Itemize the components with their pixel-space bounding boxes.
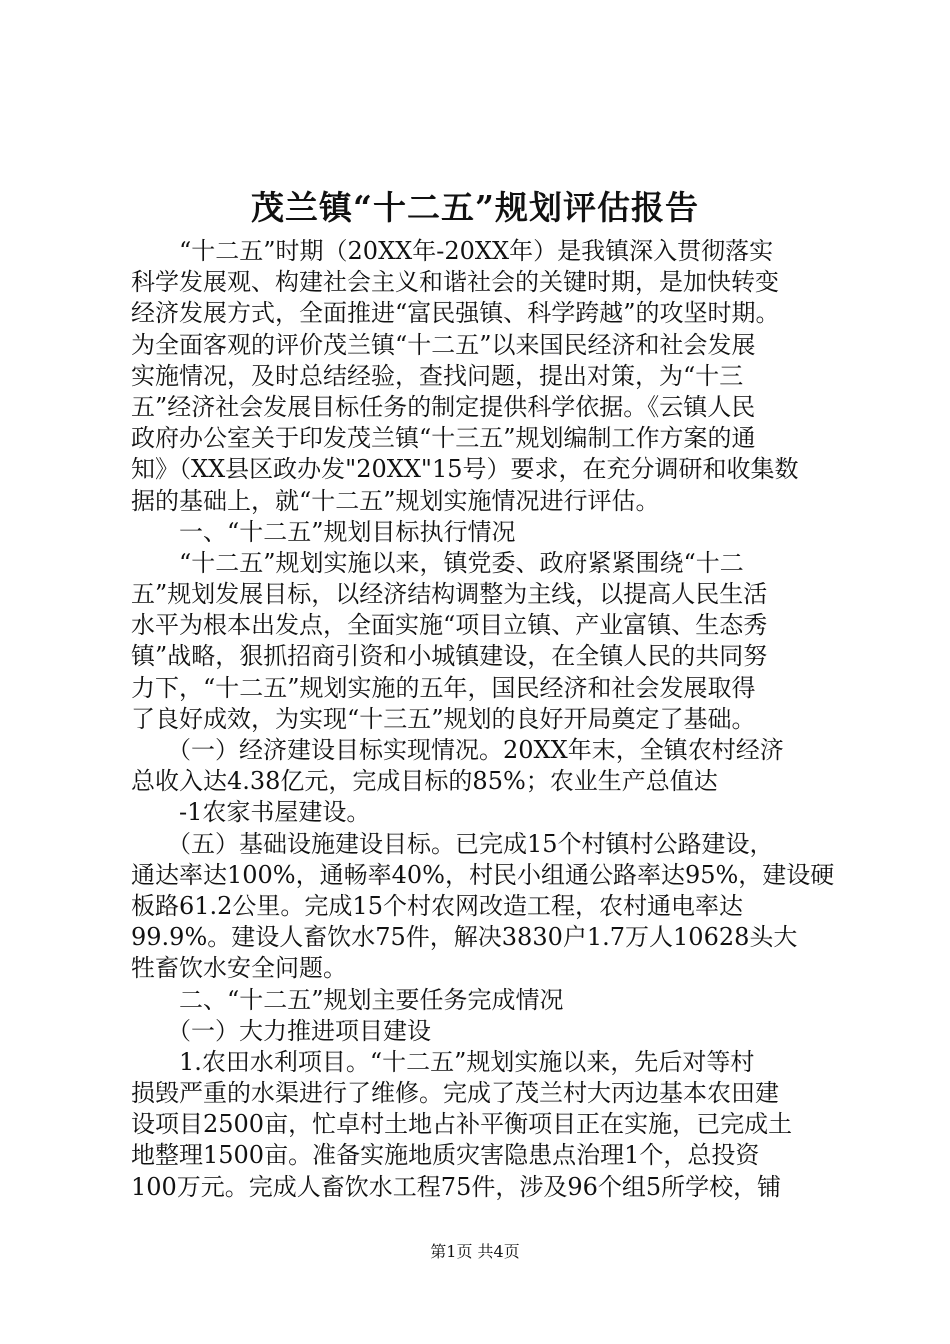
body-line: -1农家书屋建设。 — [131, 798, 371, 827]
document-title: 茂兰镇“十二五”规划评估报告 — [251, 188, 699, 227]
body-line: 1.农田水利项目。“十二五”规划实施以来，先后对等村 — [131, 1047, 755, 1076]
body-line: 100万元。完成人畜饮水工程75件，涉及96个组5所学校，铺 — [131, 1172, 782, 1201]
body-line: 损毁严重的水渠进行了维修。完成了茂兰村大丙边基本农田建 — [131, 1079, 779, 1108]
body-line: 设项目2500亩，忙卓村土地占补平衡项目正在实施，已完成土 — [131, 1110, 793, 1139]
body-line: 99.9%。建设人畜饮水75件，解决3830户1.7万人10628头大 — [131, 923, 798, 952]
page-footer: 第1页 共4页 — [430, 1242, 520, 1261]
body-line: 五”经济社会发展目标任务的制定提供科学依据。《云镇人民 — [131, 392, 756, 421]
body-line: 力下，“十二五”规划实施的五年，国民经济和社会发展取得 — [131, 673, 756, 702]
document-body — [131, 236, 835, 1203]
body-line: 据的基础上，就“十二五”规划实施情况进行评估。 — [131, 486, 660, 515]
body-line: 地整理1500亩。准备实施地质灾害隐患点治理1个，总投资 — [131, 1141, 760, 1170]
body-line: “十二五”时期（20XX年-20XX年）是我镇深入贯彻落实 — [131, 237, 774, 265]
body-line: 板路61.2公里。完成15个村农网改造工程，农村通电率达 — [131, 891, 743, 920]
body-line: 通达率达100%，通畅率40%，村民小组通公路率达95%，建设硬 — [131, 860, 835, 889]
body-line: 实施情况，及时总结经验，查找问题，提出对策，为“十三 — [131, 361, 744, 390]
body-line: 知》（XX县区政办发"20XX"15号）要求，在充分调研和收集数 — [131, 455, 799, 484]
body-line: 总收入达4.38亿元，完成目标的85%；农业生产总值达 — [131, 767, 718, 796]
body-line: 政府办公室关于印发茂兰镇“十三五”规划编制工作方案的通 — [131, 424, 756, 453]
body-line: 二、“十二五”规划主要任务完成情况 — [131, 985, 564, 1014]
body-line: 牲畜饮水安全问题。 — [131, 954, 347, 983]
body-line: 了良好成效，为实现“十三五”规划的良好开局奠定了基础。 — [131, 704, 756, 733]
body-line: （一）大力推进项目建设 — [131, 1016, 431, 1045]
body-line: 五”规划发展目标，以经济结构调整为主线，以提高人民生活 — [131, 580, 768, 609]
body-line: 镇”战略，狠抓招商引资和小城镇建设，在全镇人民的共同努 — [131, 642, 768, 671]
body-line: 科学发展观、构建社会主义和谐社会的关键时期，是加快转变 — [131, 268, 779, 297]
body-line: 为全面客观的评价茂兰镇“十二五”以来国民经济和社会发展 — [131, 330, 756, 359]
body-line: “十二五”规划实施以来，镇党委、政府紧紧围绕“十二 — [131, 548, 744, 577]
body-line: （五）基础设施建设目标。已完成15个村镇村公路建设， — [131, 829, 774, 858]
body-line: （一）经济建设目标实现情况。20XX年末，全镇农村经济 — [131, 736, 784, 764]
body-line: 一、“十二五”规划目标执行情况 — [131, 517, 516, 546]
body-line: 水平为根本出发点，全面实施“项目立镇、产业富镇、生态秀 — [131, 611, 768, 640]
body-line: 经济发展方式，全面推进“富民强镇、科学跨越”的攻坚时期。 — [131, 299, 780, 328]
